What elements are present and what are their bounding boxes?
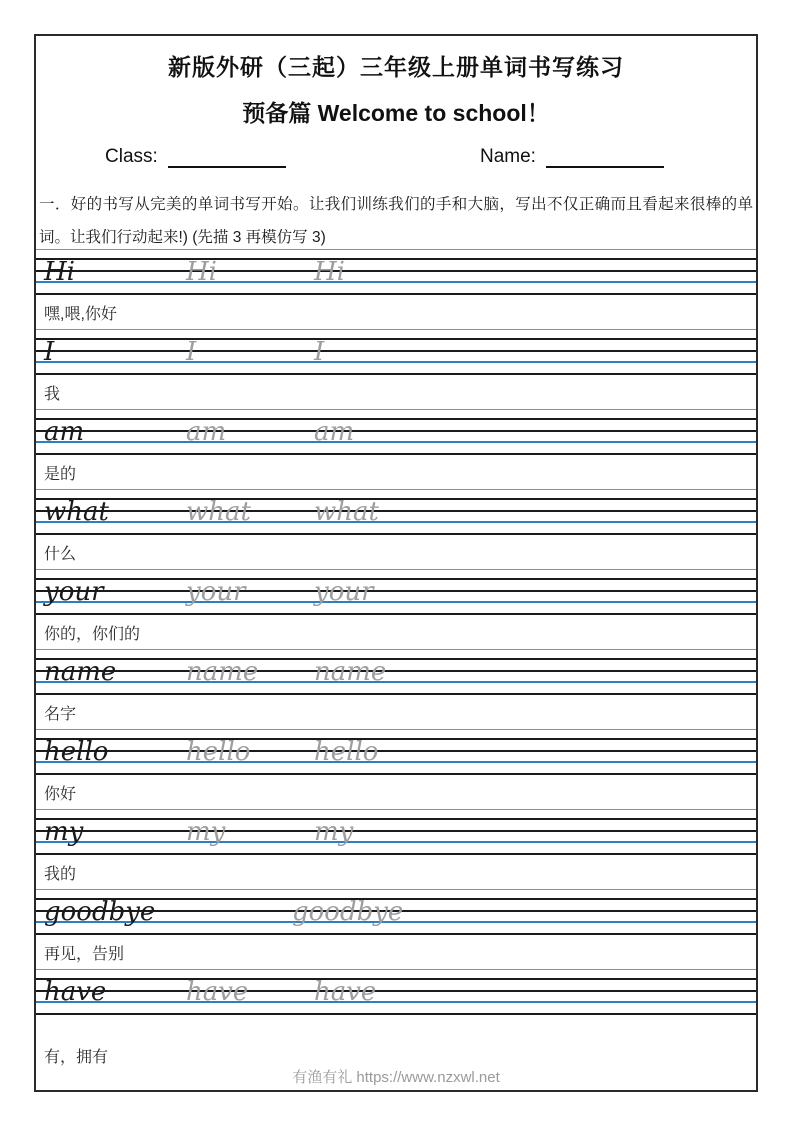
guide-mid-line [36, 590, 756, 592]
word-entry [36, 489, 756, 569]
guide-top-line [36, 818, 756, 820]
word-translation: 我的 [44, 866, 77, 883]
guide-top-line [36, 498, 756, 500]
guide-baseline-blue [36, 761, 756, 763]
word-sample: am [44, 417, 85, 447]
class-field [105, 146, 286, 168]
word-sample: goodbye [44, 897, 156, 927]
word-entry [36, 249, 756, 329]
name-blank-field[interactable] [546, 146, 664, 168]
word-sample: my [44, 817, 84, 847]
guide-baseline-blue [36, 441, 756, 443]
word-trace: have [186, 977, 249, 1007]
page-title: 新版外研（三起）三年级上册单词书写练习 [168, 54, 624, 80]
guide-baseline-blue [36, 1001, 756, 1003]
word-sample: what [44, 497, 109, 527]
word-trace: goodbye [292, 897, 404, 927]
class-blank-field[interactable] [168, 146, 286, 168]
word-entry [36, 409, 756, 489]
guide-top-line [36, 258, 756, 260]
name-label: Name: [480, 146, 536, 167]
word-sample: hello [44, 737, 109, 767]
section-instructions: 一．好的书写从完美的单词书写开始。让我们训练我们的手和大脑，写出不仅正确而且看起来很棒的单词。让我们行动起来!) (先描 3 再模仿写 3) [39, 196, 753, 246]
guide-bottom-line [36, 773, 756, 775]
word-trace: have [314, 977, 377, 1007]
word-translation: 名字 [44, 706, 77, 723]
word-trace: I [314, 337, 325, 367]
word-trace: your [186, 577, 246, 607]
guide-baseline-blue [36, 281, 756, 283]
guide-bottom-line [36, 933, 756, 935]
guide-mid-line [36, 670, 756, 672]
word-translation: 是的 [44, 466, 77, 483]
guide-baseline-blue [36, 361, 756, 363]
word-trace: am [186, 417, 227, 447]
guide-mid-line [36, 350, 756, 352]
word-entry [36, 969, 756, 1073]
word-translation: 嘿,喂,你好 [44, 306, 117, 323]
word-sample: Hi [44, 257, 75, 287]
student-fields [36, 146, 756, 178]
guide-baseline-blue [36, 841, 756, 843]
word-trace: Hi [314, 257, 345, 287]
word-sample: name [44, 657, 117, 687]
word-sample: have [44, 977, 107, 1007]
guide-bottom-line [36, 613, 756, 615]
word-translation: 我 [44, 386, 61, 403]
guide-top-line [36, 658, 756, 660]
name-field [480, 146, 664, 168]
page-subtitle: 预备篇 Welcome to school！ [242, 100, 550, 126]
guide-bottom-line [36, 293, 756, 295]
word-translation: 你的，你们的 [44, 626, 141, 643]
guide-top-line [36, 978, 756, 980]
word-translation: 你好 [44, 786, 77, 803]
guide-mid-line [36, 990, 756, 992]
guide-bottom-line [36, 533, 756, 535]
word-trace: am [314, 417, 355, 447]
worksheet-page [34, 34, 758, 1092]
word-entry [36, 569, 756, 649]
guide-bottom-line [36, 853, 756, 855]
word-entry [36, 889, 756, 969]
word-trace: Hi [186, 257, 217, 287]
guide-bottom-line [36, 453, 756, 455]
word-entry [36, 729, 756, 809]
guide-bottom-line [36, 373, 756, 375]
word-translation: 什么 [44, 546, 77, 563]
word-practice-list [36, 249, 756, 1073]
word-entry [36, 329, 756, 409]
guide-baseline-blue [36, 521, 756, 523]
guide-top-line [36, 738, 756, 740]
word-trace: hello [314, 737, 379, 767]
word-entry [36, 809, 756, 889]
guide-top-line [36, 418, 756, 420]
class-label: Class: [105, 146, 158, 167]
guide-mid-line [36, 430, 756, 432]
guide-top-line [36, 338, 756, 340]
word-translation: 再见，告别 [44, 946, 125, 963]
word-trace: name [186, 657, 259, 687]
word-trace: name [314, 657, 387, 687]
word-sample: I [44, 337, 55, 367]
word-trace: my [314, 817, 354, 847]
word-trace: I [186, 337, 197, 367]
word-translation: 有，拥有 [44, 1049, 109, 1066]
guide-top-line [36, 578, 756, 580]
word-trace: what [314, 497, 379, 527]
guide-bottom-line [36, 693, 756, 695]
word-sample: your [44, 577, 104, 607]
guide-baseline-blue [36, 601, 756, 603]
guide-mid-line [36, 270, 756, 272]
guide-mid-line [36, 830, 756, 832]
guide-mid-line [36, 750, 756, 752]
word-trace: hello [186, 737, 251, 767]
guide-baseline-blue [36, 681, 756, 683]
guide-bottom-line [36, 1013, 756, 1015]
footer-watermark: 有渔有礼 https://www.nzxwl.net [292, 1069, 500, 1086]
word-trace: what [186, 497, 251, 527]
word-trace: your [314, 577, 374, 607]
guide-mid-line [36, 510, 756, 512]
word-trace: my [186, 817, 226, 847]
word-entry [36, 649, 756, 729]
